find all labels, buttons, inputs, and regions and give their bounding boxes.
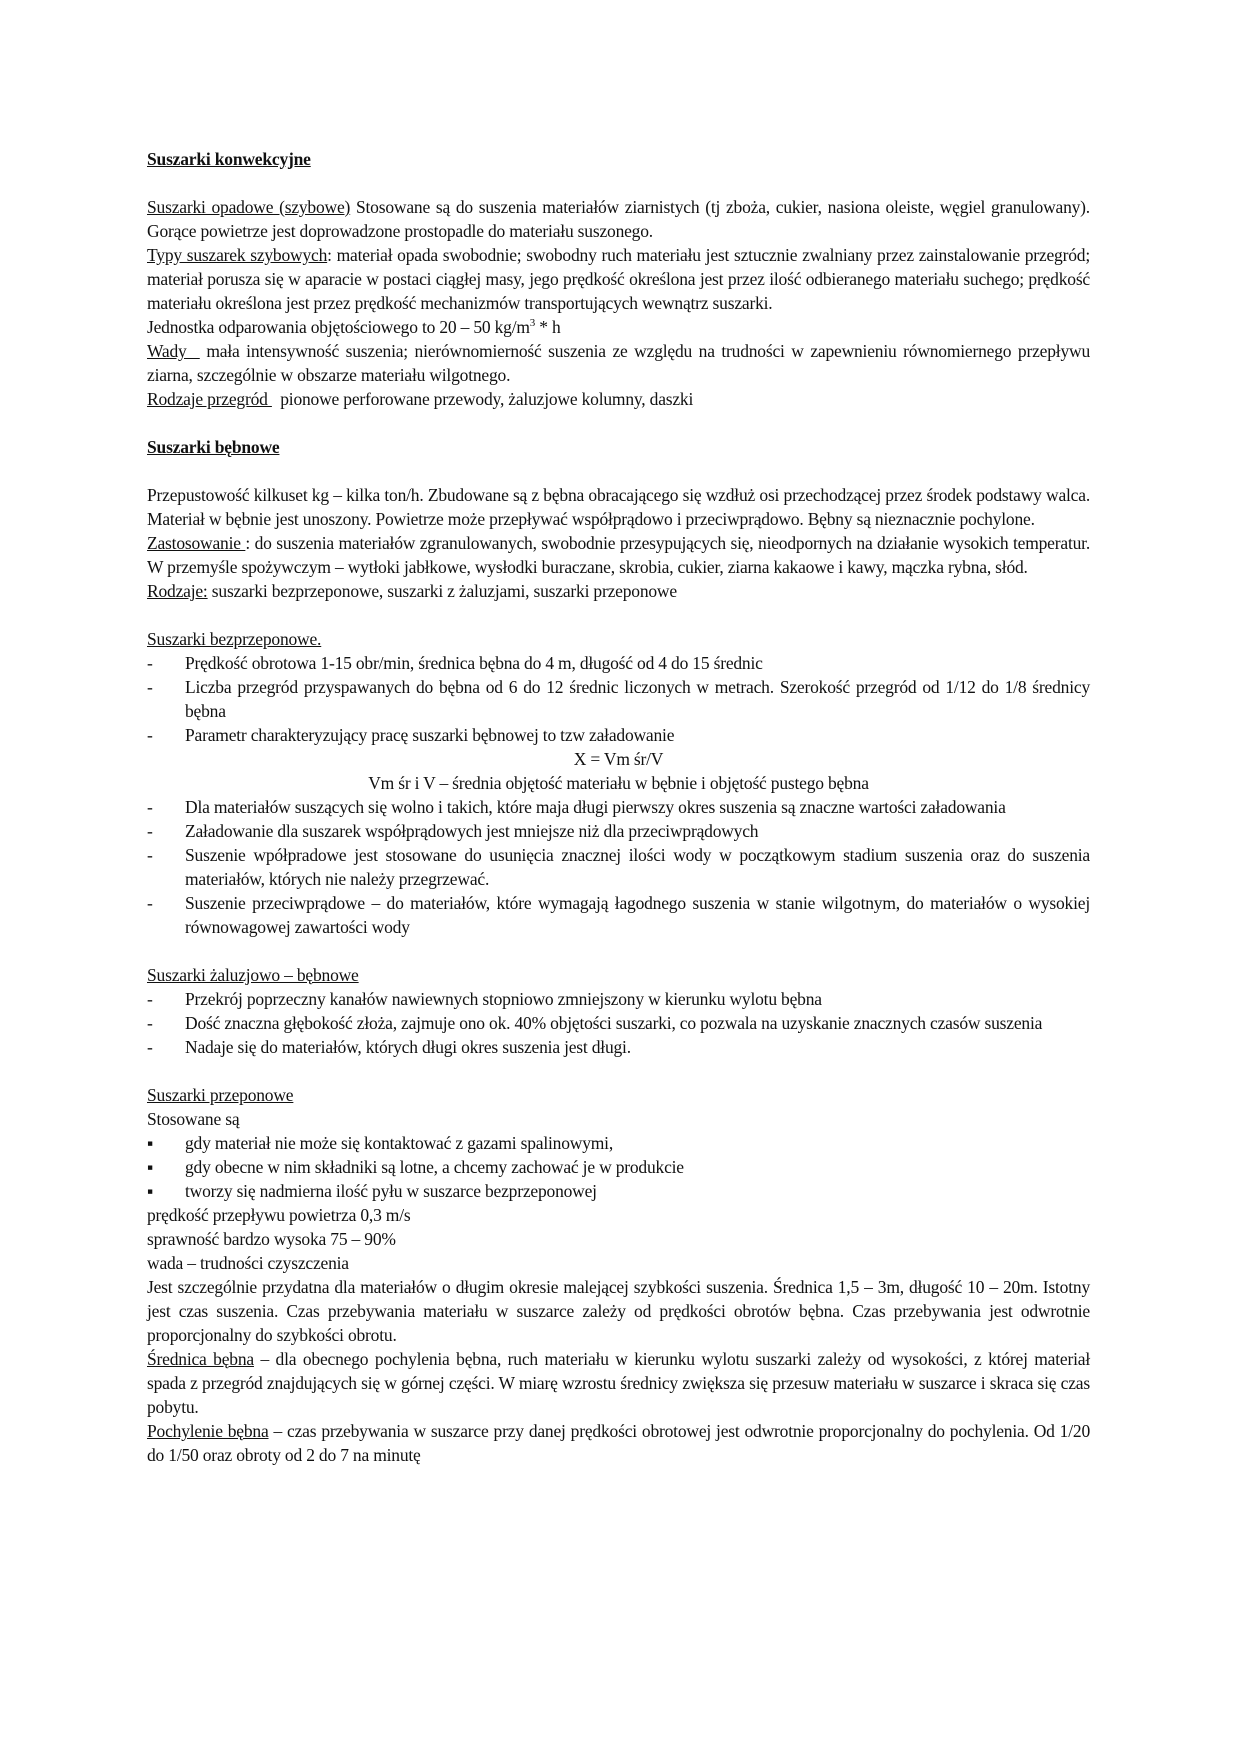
term: Rodzaje przegród xyxy=(147,389,272,409)
list-item xyxy=(147,987,1090,1011)
list-item xyxy=(147,795,1090,819)
square-bullet-icon: ▪ xyxy=(147,1133,154,1153)
paragraph-jednostka xyxy=(147,315,1090,339)
list-item xyxy=(147,1155,1090,1179)
list-item xyxy=(147,819,1090,843)
dash-bullet-icon: - xyxy=(147,677,153,697)
dash-bullet-icon: - xyxy=(147,1037,153,1057)
text: Prędkość obrotowa 1-15 obr/min, średnica bębna do 4 m, długość od 4 do 15 średnic xyxy=(185,653,763,673)
dash-bullet-icon: - xyxy=(147,821,153,841)
dash-bullet-icon: - xyxy=(147,653,153,673)
section-heading-przeponowe: Suszarki przeponowe xyxy=(147,1085,294,1105)
formula-description: Vm śr i V – średnia objętość materiału w bębnie i objętość pustego bębna xyxy=(368,773,869,793)
formula: X = Vm śr/V xyxy=(573,749,664,769)
list-item xyxy=(147,1131,1090,1155)
list-item xyxy=(147,891,1090,939)
text: : do suszenia materiałów zgranulowanych, swobodnie przesypujących się, nieodpornych na działanie wysokich temperatur. W przemyśle spożywczym – wytłoki jabłkowe, wysłodki buraczane, skrobia, cukier, ziarna kakaowe i kawy, mączka rybna, słód. xyxy=(147,533,1090,577)
text: Liczba przegród przyspawanych do bębna od 6 do 12 średnic liczonych w metrach. Szerokość przegród od 1/12 do 1/8 średnicy bębna xyxy=(185,677,1090,721)
square-bullet-icon: ▪ xyxy=(147,1181,154,1201)
text: Parametr charakteryzujący pracę suszarki bębnowej to tzw załadowanie xyxy=(185,725,675,745)
dash-bullet-icon: - xyxy=(147,893,153,913)
paragraph-pochylenie xyxy=(147,1419,1090,1467)
text: mała intensywność suszenia; nierównomierność suszenia ze względu na trudności w zapewnieniu równomiernego przepływu ziarna, szczególnie w obszarze materiału wilgotnego. xyxy=(147,341,1090,385)
text: Załadowanie dla suszarek współprądowych jest mniejsze niż dla przeciwprądowych xyxy=(185,821,759,841)
term: Pochylenie bębna xyxy=(147,1421,269,1441)
term: Średnica bębna xyxy=(147,1349,254,1369)
document-page xyxy=(147,147,1090,1467)
paragraph-typy xyxy=(147,243,1090,315)
text: Suszenie wpółpradowe jest stosowane do usunięcia znacznej ilości wody w początkowym stadium suszenia oraz do suszenia materiałów, których nie należy przegrzewać. xyxy=(185,845,1090,889)
document-title: Suszarki konwekcyjne xyxy=(147,149,311,169)
superscript: 3 xyxy=(529,317,536,330)
paragraph-przepustowosc: Przepustowość kilkuset kg – kilka ton/h. Zbudowane są z bębna obracającego się wzdłuż osi przechodzącej przez środek podstawy walca. Materiał w bębnie jest unoszony. Powietrze może przepływać współprądowo i przeciwprądowo. Bębny są nieznacznie pochylone. xyxy=(147,485,1090,529)
list-przeponowe xyxy=(147,1131,1090,1203)
list-item xyxy=(147,1179,1090,1203)
text: – dla obecnego pochylenia bębna, ruch materiału w kierunku wylotu suszarki zależy od wysokości, z której materiał spada z przegród znajdujących się w górnej części. W miarę wzrostu średnicy zwiększa się przesuw materiału w suszarce i skraca się czas pobytu. xyxy=(147,1349,1090,1417)
list-zaluzjowe xyxy=(147,987,1090,1059)
paragraph-zastosowanie xyxy=(147,531,1090,579)
paragraph-przydatna: Jest szczególnie przydatna dla materiałów o długim okresie malejącej szybkości suszenia. Średnica 1,5 – 3m, długość 10 – 20m. Istotny jest czas suszenia. Czas przebywania materiału w suszarce zależy od prędkości obrotów bębna. Czas przebywania jest odwrotnie proporcjonalny do szybkości obrotu. xyxy=(147,1277,1090,1345)
text: pionowe perforowane przewody, żaluzjowe kolumny, daszki xyxy=(271,389,694,409)
dash-bullet-icon: - xyxy=(147,845,153,865)
dash-bullet-icon: - xyxy=(147,797,153,817)
intro-text: Stosowane są xyxy=(147,1109,240,1129)
list-item xyxy=(147,1011,1090,1035)
line-wada: wada – trudności czyszczenia xyxy=(147,1253,349,1273)
text: * h xyxy=(535,317,561,337)
section-heading-bezprzeponowe: Suszarki bezprzeponowe. xyxy=(147,629,322,649)
term: Zastosowanie xyxy=(147,533,246,553)
section-heading-bebnowe: Suszarki bębnowe xyxy=(147,437,280,457)
list-item xyxy=(147,651,1090,675)
text: tworzy się nadmierna ilość pyłu w suszarce bezprzeponowej xyxy=(185,1181,597,1201)
paragraph-srednica xyxy=(147,1347,1090,1419)
text: suszarki bezprzeponowe, suszarki z żaluzjami, suszarki przeponowe xyxy=(207,581,677,601)
list-bezprzeponowe-a xyxy=(147,651,1090,747)
text: – czas przebywania w suszarce przy danej prędkości obrotowej jest odwrotnie proporcjonalny do pochylenia. Od 1/20 do 1/50 oraz obroty od 2 do 7 na minutę xyxy=(147,1421,1090,1465)
list-item xyxy=(147,675,1090,723)
text: gdy obecne w nim składniki są lotne, a chcemy zachować je w produkcie xyxy=(185,1157,684,1177)
term: Suszarki opadowe (szybowe) xyxy=(147,197,351,217)
paragraph-przegrody xyxy=(147,387,1090,411)
paragraph-opadowe xyxy=(147,195,1090,243)
list-item xyxy=(147,723,1090,747)
paragraph-rodzaje xyxy=(147,579,1090,603)
list-item xyxy=(147,843,1090,891)
dash-bullet-icon: - xyxy=(147,725,153,745)
term: Typy suszarek szybowych xyxy=(147,245,328,265)
text: Jednostka odparowania objętościowego to 20 – 50 kg/m xyxy=(147,317,530,337)
term: Wady xyxy=(147,341,200,361)
square-bullet-icon: ▪ xyxy=(147,1157,154,1177)
text: Dla materiałów suszących się wolno i takich, które maja długi pierwszy okres suszenia są znaczne wartości załadowania xyxy=(185,797,1006,817)
paragraph-wady xyxy=(147,339,1090,387)
text: Stosowane są do suszenia materiałów ziarnistych (tj zboża, cukier, nasiona oleiste, węgiel granulowany). Gorące powietrze jest doprowadzone prostopadle do materiału suszonego. xyxy=(147,197,1090,241)
line-predkosc: prędkość przepływu powietrza 0,3 m/s xyxy=(147,1205,411,1225)
text: Przekrój poprzeczny kanałów nawiewnych stopniowo zmniejszony w kierunku wylotu bębna xyxy=(185,989,822,1009)
dash-bullet-icon: - xyxy=(147,1013,153,1033)
text: Dość znaczna głębokość złoża, zajmuje ono ok. 40% objętości suszarki, co pozwala na uzyskanie znacznych czasów suszenia xyxy=(185,1013,1043,1033)
text: Nadaje się do materiałów, których długi okres suszenia jest długi. xyxy=(185,1037,631,1057)
text: : materiał opada swobodnie; swobodny ruch materiału jest sztucznie zwalniany przez zainstalowanie przegród; materiał porusza się w aparacie w postaci ciągłej masy, jego prędkość określona jest przez ilość odbieranego materiału suchego; prędkość materiału określona jest przez prędkość mechanizmów transportujących wewnątrz suszarki. xyxy=(147,245,1090,313)
dash-bullet-icon: - xyxy=(147,989,153,1009)
text: Suszenie przeciwprądowe – do materiałów, które wymagają łagodnego suszenia w stanie wilgotnym, do materiałów o wysokiej równowagowej zawartości wody xyxy=(185,893,1090,937)
term: Rodzaje: xyxy=(147,581,208,601)
list-bezprzeponowe-b xyxy=(147,795,1090,939)
line-sprawnosc: sprawność bardzo wysoka 75 – 90% xyxy=(147,1229,396,1249)
section-heading-zaluzjowe: Suszarki żaluzjowo – bębnowe xyxy=(147,965,359,985)
list-item xyxy=(147,1035,1090,1059)
text: gdy materiał nie może się kontaktować z gazami spalinowymi, xyxy=(185,1133,613,1153)
